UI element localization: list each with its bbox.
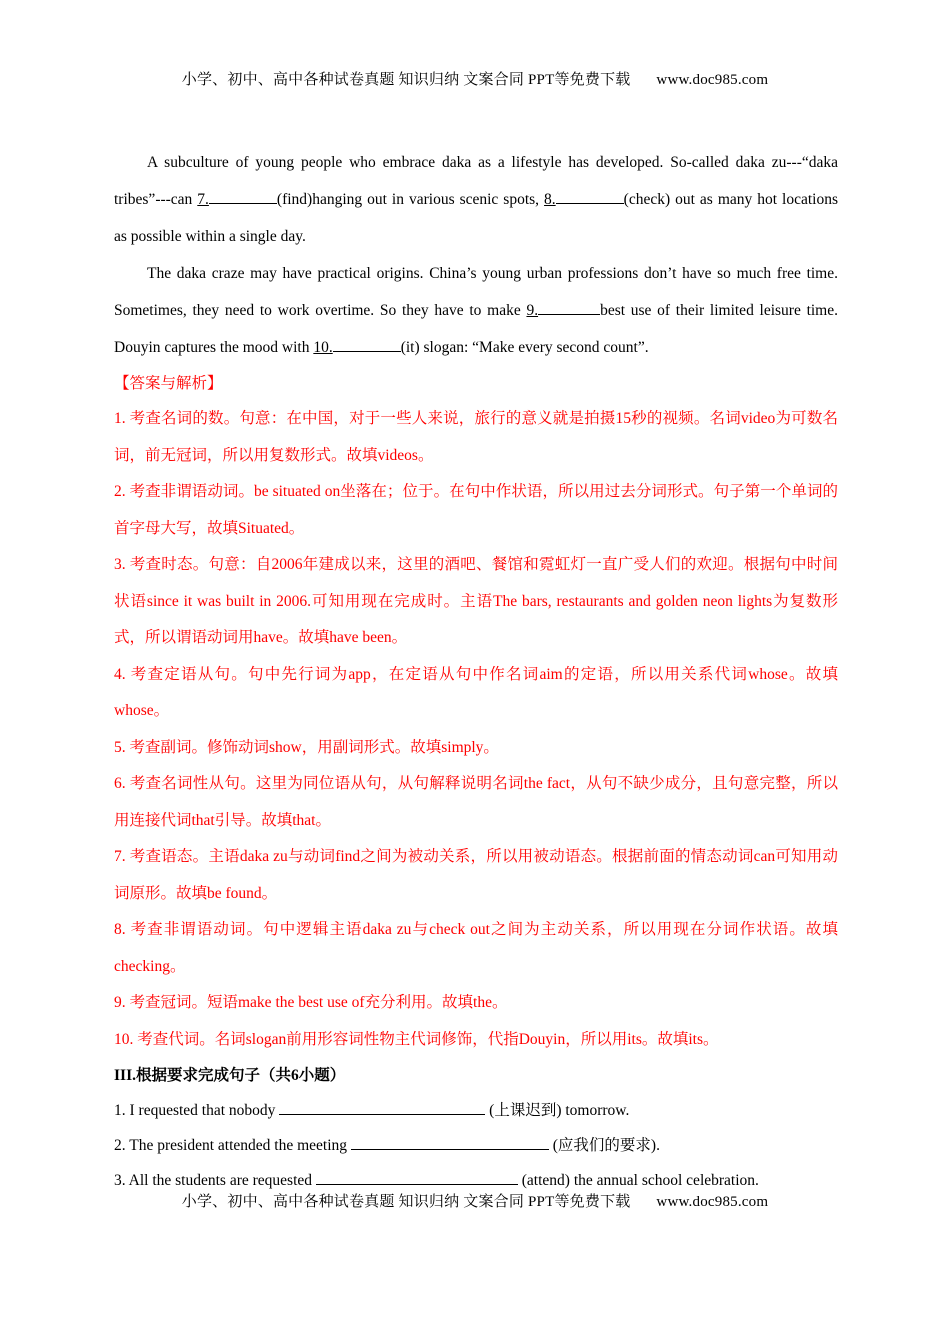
passage-text: (it) slogan: “Make every second count”. <box>400 339 649 356</box>
blank-7-number: 7. <box>197 191 209 208</box>
question-text: 1. I requested that nobody <box>114 1102 280 1119</box>
footer-site: www.doc985.com <box>656 1194 769 1210</box>
footer-text: 小学、初中、高中各种试卷真题 知识归纳 文案合同 PPT等免费下载 <box>181 1194 631 1210</box>
blank-8 <box>556 189 624 204</box>
passage-text: best use of their limited leisure time. Douyin captures the mood with <box>114 302 838 356</box>
blank-7 <box>209 189 277 204</box>
blank-10 <box>333 337 401 352</box>
answer-2: 2. 考查非谓语动词。be situated on坐落在；位于。在句中作状语，所以用过去分词形式。句子第一个单词的首字母大写，故填Situated。 <box>114 483 838 537</box>
answers-title: 【答案与解析】 <box>114 375 223 392</box>
blank-8-number: 8. <box>544 191 556 208</box>
passage-text: (check) out as many hot locations as possible within a single day. <box>114 191 838 245</box>
answer-7: 7. 考查语态。主语daka zu与动词find之间为被动关系，所以用被动语态。根据前面的情态动词can可知用动词原形。故填be found。 <box>114 848 838 902</box>
question-2 <box>114 1128 838 1163</box>
header-site: www.doc985.com <box>656 72 769 88</box>
header-text: 小学、初中、高中各种试卷真题 知识归纳 文案合同 PPT等免费下载 <box>181 72 631 88</box>
page-content <box>114 144 838 1198</box>
blank-9-number: 9. <box>526 302 539 319</box>
page-footer <box>0 1190 950 1211</box>
answer-6: 6. 考查名词性从句。这里为同位语从句，从句解释说明名词the fact，从句不缺少成分，且句意完整，所以用连接代词that引导。故填that。 <box>114 775 838 829</box>
answer-4: 4. 考查定语从句。句中先行词为app，在定语从句中作名词aim的定语，所以用关系代词whose。故填whose。 <box>114 665 838 719</box>
question-text: (attend) the annual school celebration. <box>517 1172 759 1189</box>
blank-10-number: 10. <box>313 339 333 356</box>
question-text: 3. All the students are requested <box>114 1172 316 1189</box>
question-text: (上课迟到) tomorrow. <box>485 1102 630 1119</box>
question-2-blank <box>351 1135 549 1150</box>
passage-paragraph-2 <box>114 255 838 366</box>
question-3-blank <box>316 1170 518 1185</box>
passage-text: A subculture of young people who embrace daka as a lifestyle has developed. So-called daka zu---“daka tribes”---can <box>114 154 838 208</box>
blank-9 <box>538 300 600 315</box>
page-header <box>0 68 950 89</box>
answer-9: 9. 考查冠词。短语make the best use of充分利用。故填the。 <box>114 994 508 1011</box>
passage-text: The daka craze may have practical origins. China’s young urban professions don’t have so much free time. Sometimes, they need to work overtime. So they have to make <box>114 265 838 319</box>
answer-1: 1. 考查名词的数。句意：在中国，对于一些人来说，旅行的意义就是拍摄15秒的视频。名词video为可数名词，前无冠词，所以用复数形式。故填videos。 <box>114 410 838 464</box>
answer-5: 5. 考查副词。修饰动词show，用副词形式。故填simply。 <box>114 738 499 756</box>
passage-text: (find)hanging out in various scenic spots, <box>276 191 545 208</box>
answer-10: 10. 考查代词。名词slogan前用形容词性物主代词修饰，代指Douyin，所以用its。故填its。 <box>114 1030 719 1048</box>
question-text: (应我们的要求). <box>548 1137 660 1154</box>
answer-3: 3. 考查时态。句意：自2006年建成以来，这里的酒吧、餐馆和霓虹灯一直广受人们的欢迎。根据句中时间状语since it was built in 2006.可知用现在完成时。主语The bars, restaurants and golden neon lights为复数形式，所以谓语动词用have。故填have been。 <box>114 556 838 646</box>
question-1-blank <box>279 1100 485 1115</box>
answer-8: 8. 考查非谓语动词。句中逻辑主语daka zu与check out之间为主动关系，所以用现在分词作状语。故填checking。 <box>114 921 838 975</box>
passage-paragraph-1 <box>114 144 838 255</box>
question-1 <box>114 1093 838 1128</box>
question-text: 2. The president attended the meeting <box>114 1137 351 1154</box>
section-3-title: III.根据要求完成句子（共6小题） <box>114 1067 346 1084</box>
